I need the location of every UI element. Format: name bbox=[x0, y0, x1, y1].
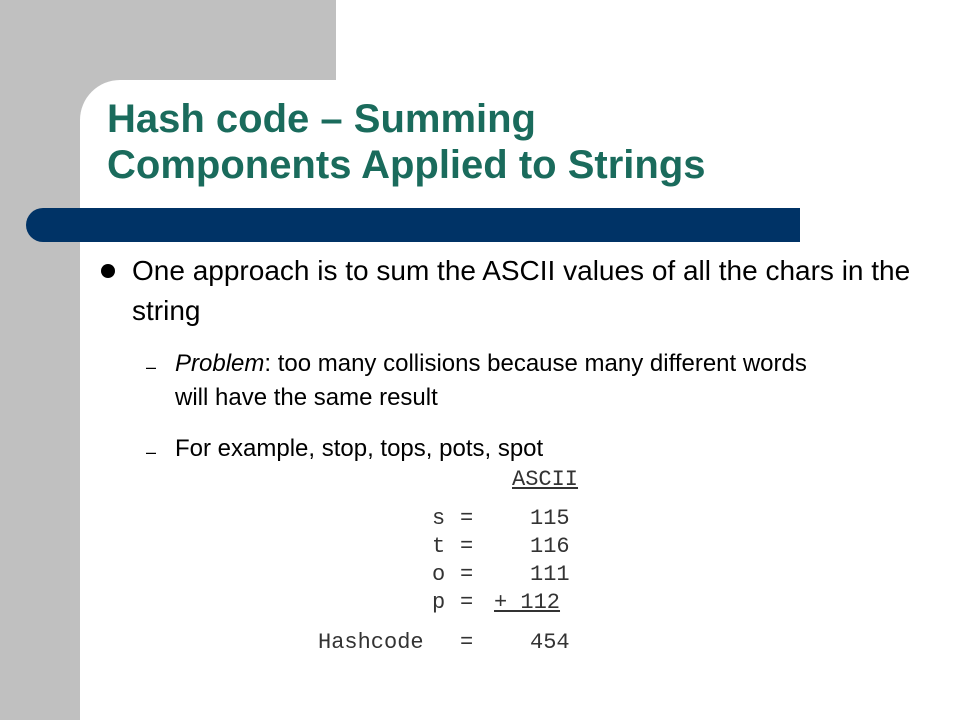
table-eq: = bbox=[460, 562, 474, 587]
problem-text: : too many collisions because many different words will have the same result bbox=[175, 350, 807, 411]
bullet-dot-icon bbox=[101, 264, 115, 278]
slide-title bbox=[107, 96, 706, 188]
table-eq: = bbox=[460, 590, 474, 615]
table-char: p bbox=[432, 590, 446, 615]
side-decor-band bbox=[0, 0, 80, 720]
top-decor-band bbox=[80, 0, 336, 80]
hashcode-eq: = bbox=[460, 630, 474, 655]
sub-bullet-dash: – bbox=[146, 442, 157, 462]
table-char: s bbox=[432, 506, 446, 531]
hashcode-value: 454 bbox=[530, 630, 570, 655]
table-eq: = bbox=[460, 534, 474, 559]
table-value-last: + 112 bbox=[494, 590, 561, 615]
sub-bullet-dash: – bbox=[146, 357, 157, 377]
table-value: 115 bbox=[530, 506, 570, 531]
title-underline-bar bbox=[26, 208, 800, 242]
problem-emphasis: Problem bbox=[175, 350, 265, 377]
table-eq: = bbox=[460, 506, 474, 531]
title-line-2: Components Applied to Strings bbox=[107, 143, 706, 187]
title-line-1: Hash code – Summing bbox=[107, 97, 536, 141]
sub-bullet-problem bbox=[175, 347, 835, 415]
table-value: 111 bbox=[530, 562, 570, 587]
hashcode-label: Hashcode bbox=[318, 630, 424, 655]
ascii-header: ASCII bbox=[512, 467, 579, 492]
table-char: o bbox=[432, 562, 446, 587]
table-char: t bbox=[432, 534, 446, 559]
sub-bullet-example: For example, stop, tops, pots, spot bbox=[175, 435, 544, 462]
main-bullet-text: One approach is to sum the ASCII values of all the chars in the string bbox=[132, 255, 911, 326]
table-value: 116 bbox=[530, 534, 570, 559]
